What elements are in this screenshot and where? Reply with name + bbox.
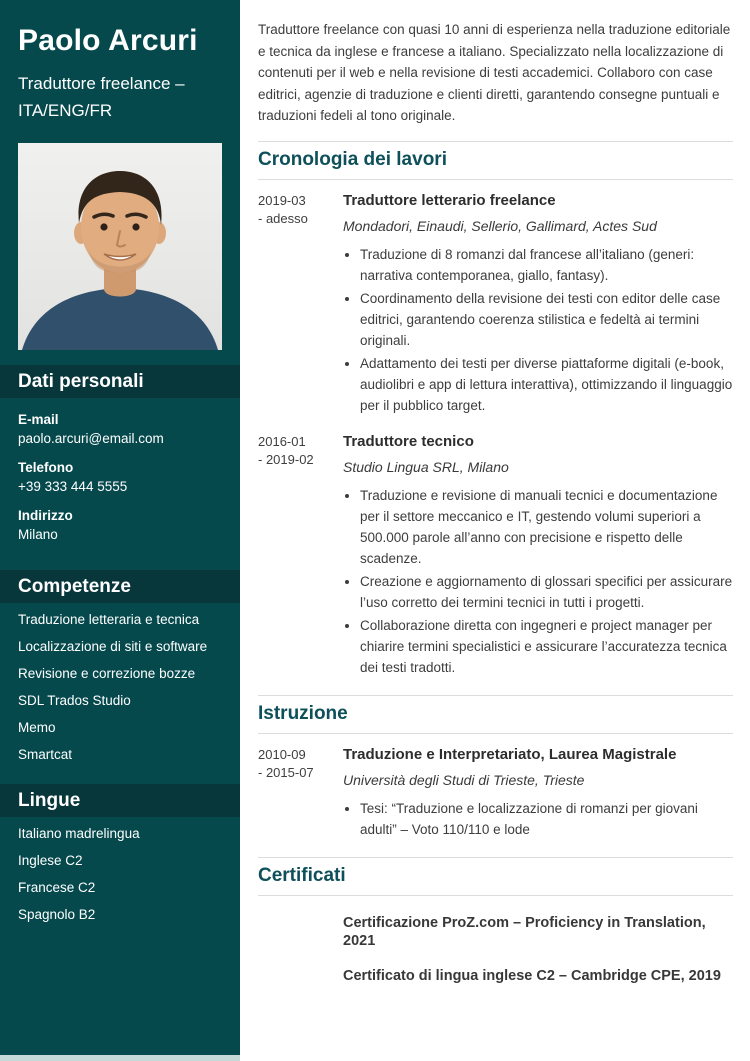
- job-role: Traduttore letterario freelance: [343, 191, 556, 209]
- section-header-education: [258, 695, 733, 734]
- skill-item: Localizzazione di siti e software: [18, 639, 208, 654]
- sidebar-bottom-strip: [0, 1055, 240, 1061]
- work-entry: [258, 192, 733, 418]
- sidebar-section-title-personal: Dati personali: [0, 365, 240, 398]
- degree-title: Traduzione e Interpretariato, Laurea Magistrale: [343, 745, 677, 763]
- section-title-work: Cronologia dei lavori: [258, 148, 447, 170]
- work-entry: [258, 433, 733, 680]
- field-value-phone: +39 333 444 5555: [18, 479, 128, 494]
- job-bullets: [343, 244, 733, 416]
- divider: [258, 895, 733, 896]
- entry-dates: [258, 192, 324, 228]
- bullet-item: • Traduzione di 8 romanzi dal francese all’italiano (generi: narrativa contemporanea, giallo, fantasy).: [360, 244, 733, 286]
- skill-item: Smartcat: [18, 747, 73, 762]
- field-value-address: Milano: [18, 527, 58, 542]
- personal-fields: [18, 412, 222, 542]
- bullet-item: • Creazione e aggiornamento di glossari specifici per assicurare l’uso corretto dei termini tecnici in tutti i progetti.: [360, 571, 733, 613]
- section-title-education: Istruzione: [258, 702, 348, 724]
- language-item: Inglese C2: [18, 853, 83, 868]
- entry-body: [343, 433, 733, 680]
- skill-item: Revisione e correzione bozze: [18, 666, 196, 681]
- sidebar-section-title-languages: Lingue: [0, 784, 240, 817]
- school-name: Università degli Studi di Trieste, Trieste: [343, 771, 585, 788]
- skill-item: Traduzione letteraria e tecnica: [18, 612, 200, 627]
- skill-item: SDL Trados Studio: [18, 693, 131, 708]
- date-to: - adesso: [258, 210, 308, 226]
- job-role: Traduttore tecnico: [343, 432, 474, 450]
- date-to: - 2015-07: [258, 764, 314, 780]
- divider: [258, 141, 733, 142]
- language-item: Francese C2: [18, 880, 96, 895]
- work-entries: [258, 192, 733, 680]
- candidate-name: Paolo Arcuri: [18, 24, 198, 57]
- bullet-item: • Coordinamento della revisione dei testi con editor delle case editrici, garantendo coerenza stilistica e fedeltà ai termini originali.: [360, 288, 733, 351]
- sidebar: [0, 0, 240, 1061]
- job-organization: Mondadori, Einaudi, Sellerio, Gallimard, Actes Sud: [343, 217, 657, 234]
- languages-list: [18, 827, 222, 922]
- profile-summary: Traduttore freelance con quasi 10 anni di esperienza nella traduzione editoriale e tecnica da inglese e francese a italiano. Specializzato nella localizzazione di contenuti per il web e nella revisione di testi accademici. Collaboro con case editrici, agenzie di traduzione e clienti diretti, garantendo consegne puntuali e traduzioni fedeli al tono originale.: [258, 22, 731, 123]
- entry-dates: [258, 433, 324, 469]
- section-title-certificates: Certificati: [258, 864, 346, 886]
- date-from: 2019-03: [258, 192, 306, 208]
- education-entry: [258, 746, 733, 842]
- candidate-title: Traduttore freelance – ITA/ENG/FR: [18, 74, 185, 120]
- divider: [258, 857, 733, 858]
- divider: [258, 179, 733, 180]
- date-from: 2010-09: [258, 746, 306, 762]
- section-header-certificates: [258, 857, 733, 896]
- skills-list: [18, 613, 222, 762]
- job-organization: Studio Lingua SRL, Milano: [343, 458, 509, 475]
- divider: [258, 733, 733, 734]
- entry-body: [343, 746, 733, 842]
- divider: [258, 695, 733, 696]
- sidebar-section-title-skills: Competenze: [0, 570, 240, 603]
- cv-main-content: [240, 0, 750, 1061]
- language-item: Spagnolo B2: [18, 907, 96, 922]
- skill-item: Memo: [18, 720, 56, 735]
- profile-photo: [18, 143, 222, 350]
- field-label-address: Indirizzo: [18, 508, 73, 523]
- language-item: Italiano madrelingua: [18, 826, 140, 841]
- bullet-item: • Adattamento dei testi per diverse piattaforme digitali (e-book, audiolibri e app di lettura interattiva), ottimizzando il linguaggio per il pubblico target.: [360, 353, 733, 416]
- job-bullets: [343, 485, 733, 678]
- certificate-list: [343, 914, 733, 985]
- entry-dates: [258, 746, 324, 782]
- field-label-phone: Telefono: [18, 460, 74, 475]
- bullet-item: • Collaborazione diretta con ingegneri e project manager per chiarire termini specialistici e assicurare l’accuratezza tecnica dei testi tradotti.: [360, 615, 733, 678]
- field-label-email: E-mail: [18, 412, 59, 427]
- certificate-item: Certificazione ProZ.com – Proficiency in Translation, 2021: [343, 914, 706, 949]
- bullet-item: • Traduzione e revisione di manuali tecnici e documentazione per il settore meccanico e IT, gestendo volumi superiori a 500.000 parole all’anno con precisione e rispetto delle scadenze.: [360, 485, 733, 569]
- date-to: - 2019-02: [258, 451, 314, 467]
- education-entries: [258, 746, 733, 842]
- section-header-work: [258, 141, 733, 180]
- certificate-item: Certificato di lingua inglese C2 – Cambridge CPE, 2019: [343, 967, 721, 984]
- bullet-item: • Tesi: “Traduzione e localizzazione di romanzi per giovani adulti” – Voto 110/110 e lode: [360, 798, 733, 840]
- field-value-email: paolo.arcuri@email.com: [18, 431, 164, 446]
- entry-body: [343, 192, 733, 418]
- education-bullets: [343, 798, 733, 840]
- date-from: 2016-01: [258, 433, 306, 449]
